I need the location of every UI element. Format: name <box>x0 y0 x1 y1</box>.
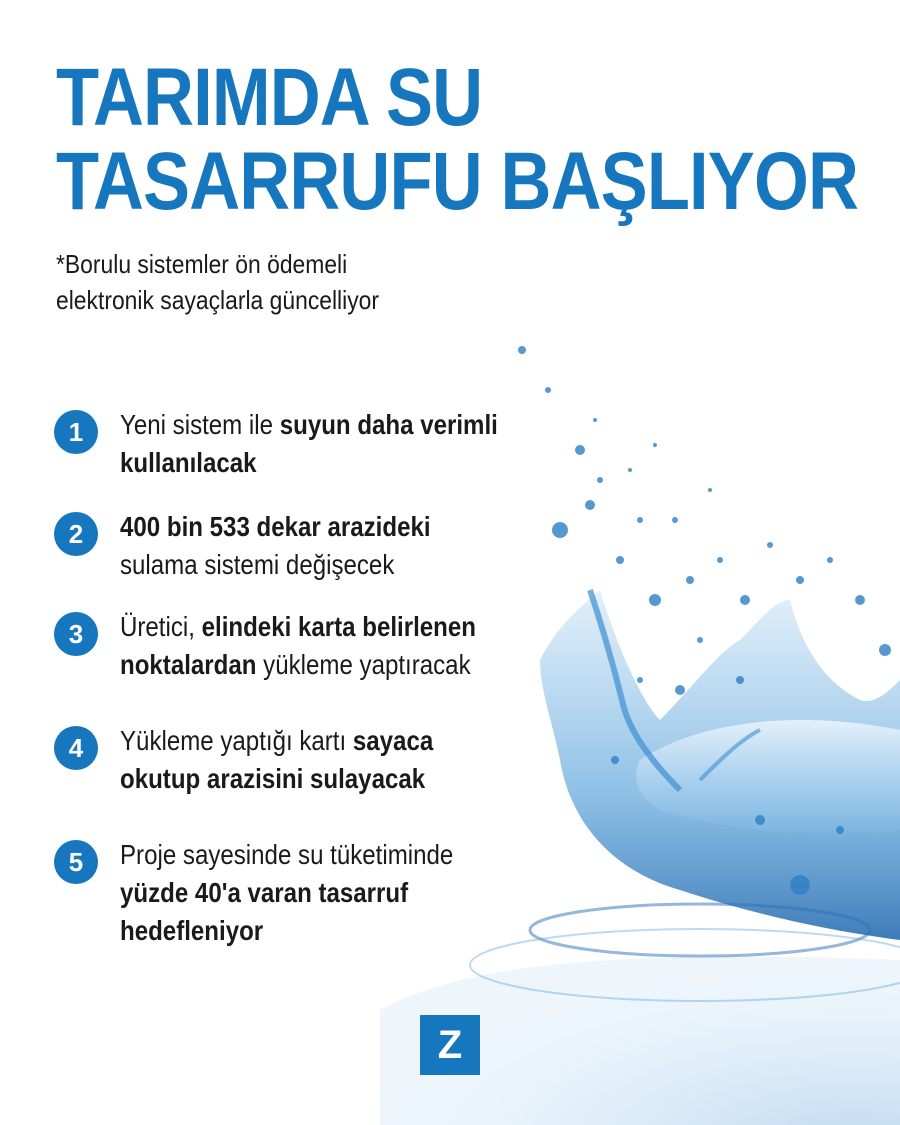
list-item-line <box>120 406 498 444</box>
list-item-2 <box>54 508 481 584</box>
list-item-line: kullanılacak <box>120 447 257 478</box>
list-item-text <box>120 406 498 482</box>
list-item-5 <box>54 836 508 950</box>
text-regular: Üretici, <box>120 611 202 642</box>
text-bold: elindeki karta belirlenen <box>201 611 476 642</box>
number-badge: 1 <box>54 410 98 454</box>
text-bold: noktalardan <box>120 649 257 680</box>
list-item-1 <box>54 406 559 482</box>
list-item-line <box>120 722 433 760</box>
list-item-text <box>120 722 433 798</box>
list-item-line <box>120 646 476 684</box>
list-item-text <box>120 608 476 684</box>
headline <box>56 52 859 227</box>
number-badge: 3 <box>54 612 98 656</box>
list-item-line: hedefleniyor <box>120 915 264 946</box>
subheadline <box>56 246 423 318</box>
text-bold: sayaca <box>352 725 434 756</box>
list-item-line: sulama sistemi değişecek <box>120 549 395 580</box>
list-item-3 <box>54 608 534 684</box>
headline-line-1: TARIMDA SU <box>56 52 483 143</box>
number-badge: 5 <box>54 840 98 884</box>
number-badge: 4 <box>54 726 98 770</box>
list-item-line: Proje sayesinde su tüketiminde <box>120 839 454 870</box>
text-regular: yükleme yaptıracak <box>256 649 471 680</box>
number-badge: 2 <box>54 512 98 556</box>
text-bold: suyun daha verimli <box>279 409 498 440</box>
list-item-text <box>120 836 453 950</box>
subheadline-line-2: elektronik sayaçlarla güncelliyor <box>56 285 380 315</box>
text-regular: Yükleme yaptığı kartı <box>120 725 353 756</box>
list-item-line <box>120 608 476 646</box>
list-item-line: okutup arazisini sulayacak <box>120 763 426 794</box>
headline-line-2: TASARRUFU BAŞLIYOR <box>56 136 859 227</box>
subheadline-line-1: *Borulu sistemler ön ödemeli <box>56 249 348 279</box>
list-item-line: yüzde 40'a varan tasarruf <box>120 877 409 908</box>
list-item-text <box>120 508 431 584</box>
list-item-line: 400 bin 533 dekar arazideki <box>120 511 431 542</box>
list-item-4 <box>54 722 484 798</box>
brand-logo <box>420 1015 480 1075</box>
brand-logo-letter: Z <box>437 1023 463 1067</box>
text-regular: Yeni sistem ile <box>120 409 280 440</box>
